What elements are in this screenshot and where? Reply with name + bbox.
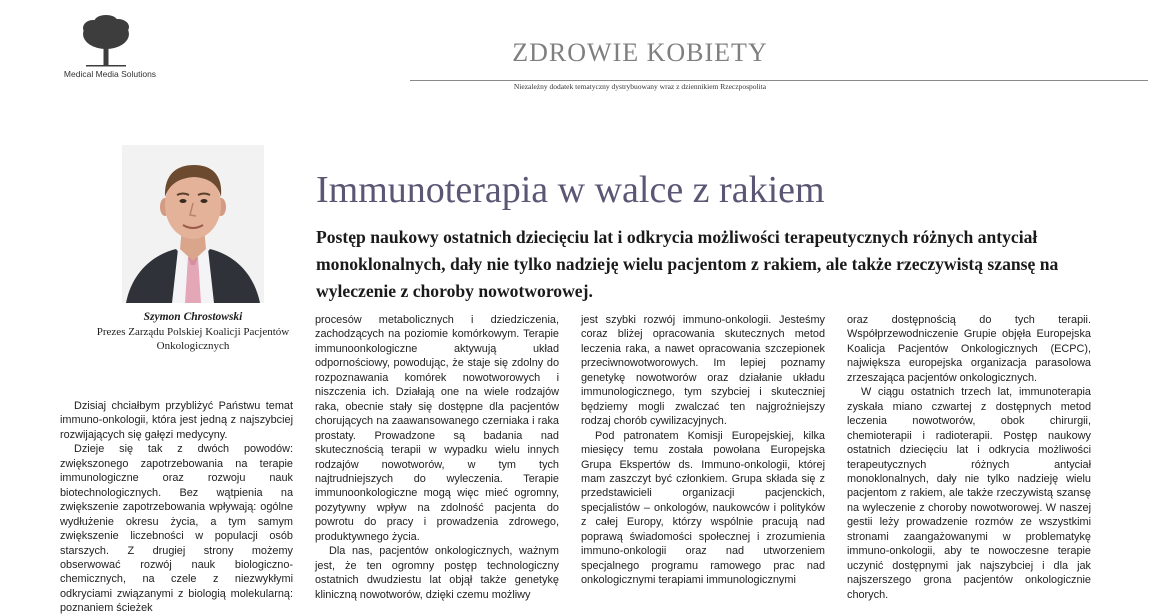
article-lead: Postęp naukowy ostatnich dziecięciu lat i odkrycia możliwości terapeutycznych różnych antyciał monoklonalnych, dały nie tylko nadzieję wielu pacjentom z rakiem, ale także rzeczywistą szansę na wyleczenie z choroby nowotworowej. xyxy=(316,227,1059,301)
paragraph: jest szybki rozwój immuno-onkologii. Jesteśmy coraz bliżej opracowania skutecznych metod leczenia raka, a nawet opracowania szczepionek przeciwnowotworowych. Im lepiej poznamy genetykę nowotworów oraz działanie układu immunologicznego, tym szybciej i skuteczniej będziemy mogli zwalczać ten najgroźniejszy rodzaj chorób cywilizacyjnych. xyxy=(581,314,825,428)
masthead-divider xyxy=(410,80,1148,81)
paragraph: Pod patronatem Komisji Europejskiej, kilka miesięcy temu została powołana Europejska Grupa Ekspertów ds. Immuno-onkologii, której mam zaszczyt być członkiem. Grupa składa się z przedstawicieli organizacji pacjenckich, specjalistów – onkologów, naukowców i polityków z całej Europy, którzy wspólnie pracują nad poprawą świadomości społecznej i zrozumienia immuno-onkologii oraz nad utworzeniem specjalnego programu ramowego prac nad onkologicznymi terapiami immunologicznymi xyxy=(581,429,825,587)
paragraph: procesów metabolicznych i dziedziczenia, zachodzących na poziomie komórkowym. Terapie immunoonkologiczne aktywują układ odpornościowy, powodując, że staje się zdolny do rozpoznawania komórek nowotworowych i niszczenia ich. Działają one na wiele rodzajów raka, obecnie stały się dostępne dla pacjentów chorujących na zaawansowanego czerniaka i raka prostaty. Prowadzone są badania nad skutecznością terapii w wypadku wielu innych rodzajów nowotworów, w tym tych najtrudniejszych do wyleczenia. Terapie immunoonkologiczne mogą więc mieć ogromny, pozytywny wpływ na zdolność pacjenta do powrotu do pracy i prowadzenia zdrowego, produktywnego życia. xyxy=(315,314,559,543)
author-name: Szymon Chrostowski xyxy=(143,311,243,323)
author-role: Prezes Zarządu Polskiej Koalicji Pacjentów Onkologicznych xyxy=(96,326,290,352)
author-portrait xyxy=(122,145,264,303)
paragraph: Dzisiaj chciałbym przybliżyć Państwu temat immuno-onkologii, która jest jedną z najszybciej rozwijających się gałęzi medycyny. xyxy=(60,400,293,441)
body-column-1 xyxy=(60,399,293,615)
body-column-2 xyxy=(315,313,559,601)
paragraph: oraz dostępnością do tych terapii. Współprzewodniczenie Grupie objęła Europejska Koalicja Pacjentów Onkologicznych (ECPC), największa europejska organizacja parasolowa zrzeszająca pacjentów onkologicznych. xyxy=(847,314,1091,384)
tree-icon xyxy=(80,14,132,72)
masthead-subtitle: Niezależny dodatek tematyczny dystrybuowany wraz z dziennikiem Rzeczpospolita xyxy=(513,82,767,91)
body-column-4 xyxy=(847,313,1091,601)
article-headline: Immunoterapia w walce z rakiem xyxy=(316,169,825,211)
paragraph: Dzieje się tak z dwóch powodów: zwiększonego zapotrzebowania na terapie immunologiczne oraz rozwoju nauk biotechnologicznych. Bez wątpienia na zwiększenie zapotrzebowania wpływają: ogólne wydłużenie okresu życia, a tym samym zwiększenie liczebności w populacji osób starszych. Z drugiej strony możemy obserwować rozwój nauk biologiczno-chemicznych, na czele z niezwykłymi odkryciami związanymi z biologią molekularną: poznaniem ścieżek xyxy=(60,443,293,615)
body-column-3 xyxy=(581,313,825,601)
publisher-name: Medical Media Solutions xyxy=(63,69,157,79)
paragraph: W ciągu ostatnich trzech lat, immunoterapia zyskała miano czwartej z dostępnych metod leczenia nowotworów, obok chirurgii, chemioterapii i radioterapii. Postęp naukowy ostatnich dziecięciu lat i odkrycia możliwości terapeutycznych różnych antyciał monoklonalnych, dały nie tylko nadzieję wielu pacjentom z rakiem, ale także rzeczywistą szansę na wyleczenie z choroby nowotworowej. W naszej gestii leży prowadzenie rozmów ze wszystkimi stronami zaangażowanymi w problematykę immuno-onkologii, aby te nowoczesne terapie uczynić dostępnymi jak najszybciej i dla jak najszerszego grona pacjentów onkologicznie chorych. xyxy=(847,386,1091,601)
paragraph: Dla nas, pacjentów onkologicznych, ważnym jest, że ten ogromny postęp technologiczny ostatnich dwudziestu lat objął także genetykę kliniczną nowotworów, dzięki czemu możliwy xyxy=(315,545,559,601)
masthead-title: ZDROWIE KOBIETY xyxy=(512,38,768,67)
